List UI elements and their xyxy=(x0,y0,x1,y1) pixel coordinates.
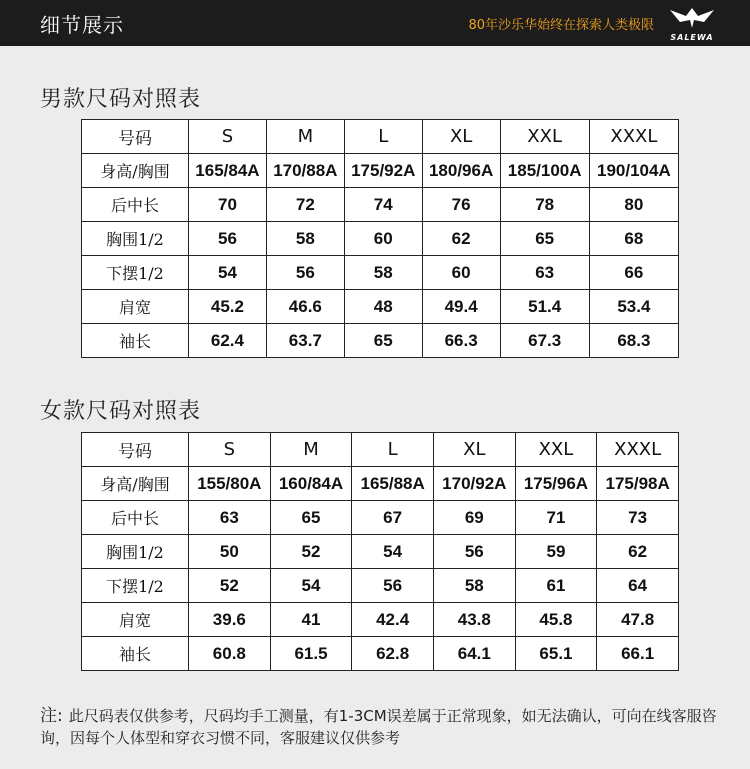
measurement-value: 65.1 xyxy=(515,637,597,671)
measurement-value: 52 xyxy=(270,535,352,569)
size-header-cell: S xyxy=(189,433,271,467)
measurement-value: 72 xyxy=(266,188,344,222)
measurement-value: 61 xyxy=(515,569,597,603)
measurement-label: 身高/胸围 xyxy=(82,154,189,188)
table-row xyxy=(82,222,679,256)
measurement-value: 63 xyxy=(500,256,589,290)
banner-slogan: 80年沙乐华始终在探索人类极限 xyxy=(468,18,654,33)
measurement-value: 165/88A xyxy=(352,467,434,501)
salewa-logo xyxy=(664,4,720,42)
table-header-row xyxy=(82,433,679,467)
measurement-value: 185/100A xyxy=(500,154,589,188)
measurement-value: 48 xyxy=(344,290,422,324)
measurement-value: 45.2 xyxy=(189,290,267,324)
size-header-cell: XL xyxy=(422,120,500,154)
measurement-value: 51.4 xyxy=(500,290,589,324)
measurement-value: 74 xyxy=(344,188,422,222)
measurement-value: 67 xyxy=(352,501,434,535)
mens-size-table xyxy=(81,119,679,358)
measurement-value: 46.6 xyxy=(266,290,344,324)
measurement-label: 袖长 xyxy=(82,637,189,671)
measurement-value: 66.3 xyxy=(422,324,500,358)
measurement-value: 170/92A xyxy=(433,467,515,501)
measurement-value: 54 xyxy=(270,569,352,603)
measurement-value: 41 xyxy=(270,603,352,637)
measurement-value: 62 xyxy=(422,222,500,256)
measurement-value: 73 xyxy=(597,501,679,535)
measurement-value: 47.8 xyxy=(597,603,679,637)
note-text: 此尺码表仅供参考，尺码均手工测量，有1-3CM误差属于正常现象，如无法确认，可向在线客服咨询，因每个人体型和穿衣习惯不同，客服建议仅供参考 xyxy=(40,707,717,747)
measurement-value: 58 xyxy=(433,569,515,603)
measurement-value: 60 xyxy=(344,222,422,256)
measurement-value: 62.4 xyxy=(189,324,267,358)
measurement-value: 53.4 xyxy=(589,290,678,324)
measurement-value: 76 xyxy=(422,188,500,222)
size-header-cell: XXXL xyxy=(589,120,678,154)
measurement-value: 62.8 xyxy=(352,637,434,671)
measurement-value: 67.3 xyxy=(500,324,589,358)
measurement-label: 袖长 xyxy=(82,324,189,358)
measurement-value: 56 xyxy=(189,222,267,256)
measurement-value: 71 xyxy=(515,501,597,535)
table-row xyxy=(82,324,679,358)
measurement-value: 65 xyxy=(500,222,589,256)
measurement-value: 42.4 xyxy=(352,603,434,637)
measurement-value: 59 xyxy=(515,535,597,569)
size-header-cell: XXL xyxy=(515,433,597,467)
size-header-cell: XL xyxy=(433,433,515,467)
measurement-value: 60 xyxy=(422,256,500,290)
measurement-value: 66.1 xyxy=(597,637,679,671)
measurement-value: 39.6 xyxy=(189,603,271,637)
size-label-header: 号码 xyxy=(82,433,189,467)
measurement-value: 54 xyxy=(352,535,434,569)
logo-text: SALEWA xyxy=(670,33,714,42)
measurement-value: 56 xyxy=(266,256,344,290)
measurement-label: 下摆1/2 xyxy=(82,569,189,603)
womens-size-table xyxy=(81,432,679,671)
measurement-label: 肩宽 xyxy=(82,603,189,637)
table-row xyxy=(82,501,679,535)
measurement-value: 63 xyxy=(189,501,271,535)
measurement-label: 后中长 xyxy=(82,501,189,535)
measurement-value: 56 xyxy=(352,569,434,603)
measurement-value: 78 xyxy=(500,188,589,222)
size-note xyxy=(40,705,730,749)
table-row xyxy=(82,603,679,637)
measurement-value: 49.4 xyxy=(422,290,500,324)
top-banner xyxy=(0,0,750,46)
measurement-value: 65 xyxy=(270,501,352,535)
measurement-value: 52 xyxy=(189,569,271,603)
measurement-value: 175/92A xyxy=(344,154,422,188)
measurement-value: 160/84A xyxy=(270,467,352,501)
mens-size-chart-title: 男款尺码对照表 xyxy=(40,87,202,112)
measurement-value: 64 xyxy=(597,569,679,603)
measurement-value: 54 xyxy=(189,256,267,290)
measurement-value: 155/80A xyxy=(189,467,271,501)
table-header-row xyxy=(82,120,679,154)
banner-title: 细节展示 xyxy=(40,13,124,37)
table-row xyxy=(82,256,679,290)
measurement-value: 60.8 xyxy=(189,637,271,671)
measurement-value: 61.5 xyxy=(270,637,352,671)
measurement-value: 45.8 xyxy=(515,603,597,637)
measurement-value: 69 xyxy=(433,501,515,535)
measurement-value: 170/88A xyxy=(266,154,344,188)
measurement-value: 66 xyxy=(589,256,678,290)
measurement-value: 63.7 xyxy=(266,324,344,358)
table-row xyxy=(82,535,679,569)
measurement-value: 50 xyxy=(189,535,271,569)
measurement-value: 56 xyxy=(433,535,515,569)
measurement-label: 下摆1/2 xyxy=(82,256,189,290)
measurement-value: 68.3 xyxy=(589,324,678,358)
size-header-cell: S xyxy=(189,120,267,154)
measurement-value: 190/104A xyxy=(589,154,678,188)
size-header-cell: XXL xyxy=(500,120,589,154)
eagle-icon xyxy=(664,4,720,32)
measurement-value: 43.8 xyxy=(433,603,515,637)
table-row xyxy=(82,188,679,222)
measurement-value: 58 xyxy=(266,222,344,256)
measurement-value: 65 xyxy=(344,324,422,358)
size-header-cell: XXXL xyxy=(597,433,679,467)
size-header-cell: L xyxy=(352,433,434,467)
measurement-value: 175/98A xyxy=(597,467,679,501)
measurement-value: 68 xyxy=(589,222,678,256)
measurement-value: 80 xyxy=(589,188,678,222)
measurement-label: 肩宽 xyxy=(82,290,189,324)
size-header-cell: M xyxy=(266,120,344,154)
table-row xyxy=(82,290,679,324)
note-prefix: 注: xyxy=(40,706,63,726)
size-header-cell: L xyxy=(344,120,422,154)
measurement-value: 62 xyxy=(597,535,679,569)
measurement-value: 175/96A xyxy=(515,467,597,501)
measurement-label: 后中长 xyxy=(82,188,189,222)
womens-size-chart-title: 女款尺码对照表 xyxy=(40,399,202,424)
measurement-label: 胸围1/2 xyxy=(82,222,189,256)
table-row xyxy=(82,637,679,671)
measurement-label: 身高/胸围 xyxy=(82,467,189,501)
measurement-value: 70 xyxy=(189,188,267,222)
size-header-cell: M xyxy=(270,433,352,467)
measurement-value: 64.1 xyxy=(433,637,515,671)
measurement-label: 胸围1/2 xyxy=(82,535,189,569)
table-row xyxy=(82,467,679,501)
size-label-header: 号码 xyxy=(82,120,189,154)
measurement-value: 165/84A xyxy=(189,154,267,188)
measurement-value: 180/96A xyxy=(422,154,500,188)
table-row xyxy=(82,569,679,603)
measurement-value: 58 xyxy=(344,256,422,290)
table-row xyxy=(82,154,679,188)
